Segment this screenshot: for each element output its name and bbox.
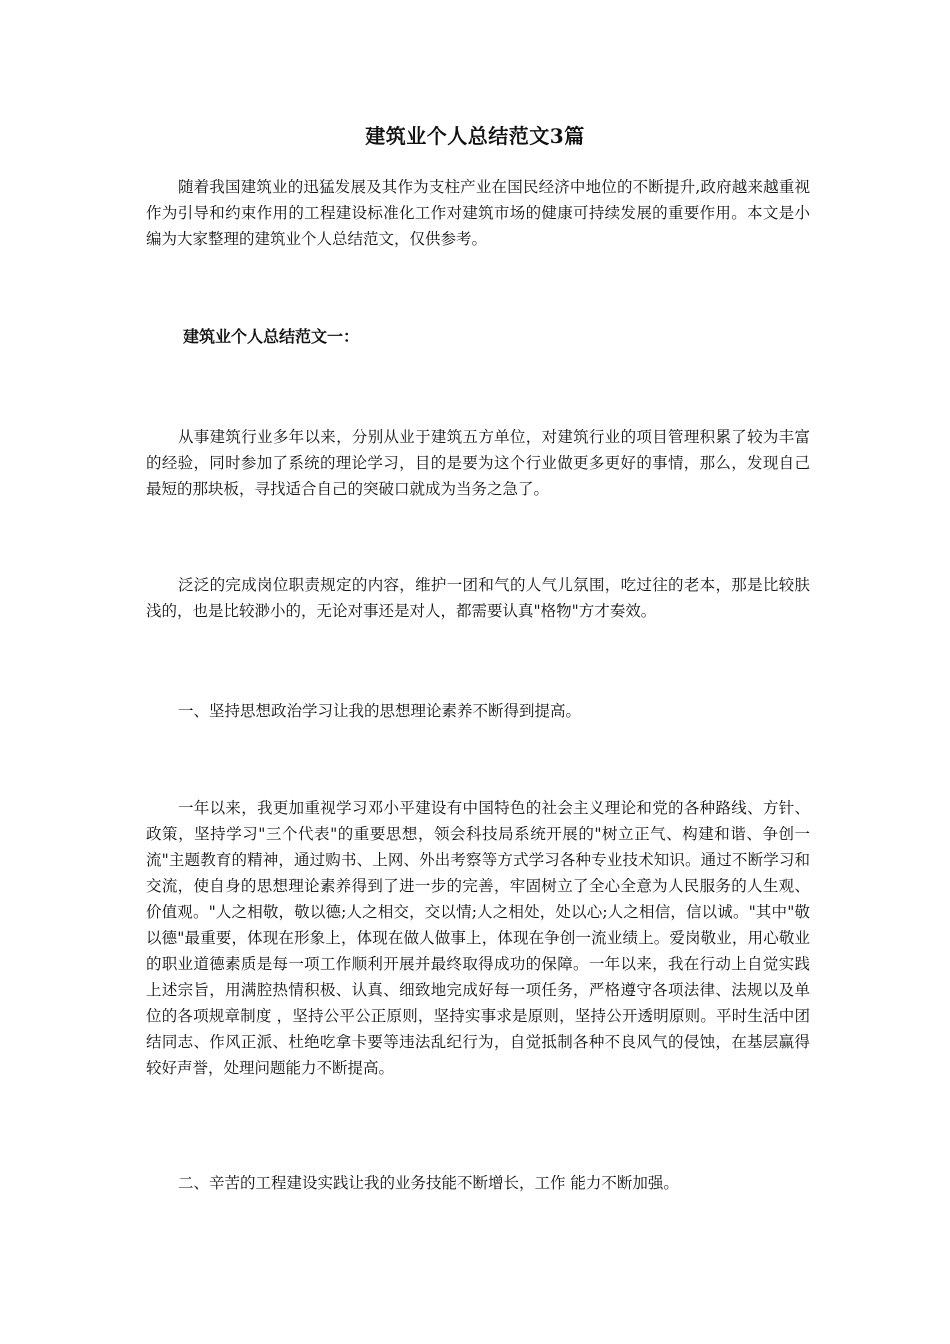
intro-paragraph: 随着我国建筑业的迅猛发展及其作为支柱产业在国民经济中地位的不断提升,政府越来越重视作为引导和约束作用的工程建设标准化工作对建筑市场的健康可持续发展的重要作用。本文是小编为大家整理的建筑业个人总结范文，仅供参考。 (146, 178, 810, 248)
paragraph-1: 从事建筑行业多年以来，分别从业于建筑五方单位，对建筑行业的项目管理积累了较为丰富的经验，同时参加了系统的理论学习，目的是要为这个行业做更多更好的事情，那么，发现自己最短的那块板，寻找适合自己的突破口就成为当务之急了。 (146, 428, 810, 498)
section-heading-1: 建筑业个人总结范文一： (183, 327, 360, 346)
paragraph-2: 泛泛的完成岗位职责规定的内容，维护一团和气的人气儿氛围，吃过往的老本，那是比较肤浅的，也是比较渺小的，无论对事还是对人，都需要认真"格物"方才奏效。 (146, 576, 810, 620)
point-heading-2: 二、辛苦的工程建设实践让我的业务技能不断增长，工作 能力不断加强。 (178, 1174, 679, 1192)
document-title: 建筑业个人总结范文3篇 (365, 124, 585, 148)
point-heading-1: 一、坚持思想政治学习让我的思想理论素养不断得到提高。 (178, 702, 582, 720)
paragraph-3: 一年以来，我更加重视学习邓小平建设有中国特色的社会主义理论和党的各种路线、方针、政策，坚持学习"三个代表"的重要思想，领会科技局系统开展的"树立正气、构建和谐、争创一流"主题教育的精神，通过购书、上网、外出考察等方式学习各种专业技术知识。通过不断学习和交流，使自身的思想理论素养得到了进一步的完善，牢固树立了全心全意为人民服务的人生观、价值观。"人之相敬，敬以德;人之相交，交以情;人之相处，处以心;人之相信，信以诚。"其中"敬以德"最重要，体现在形象上，体现在做人做事上，体现在争创一流业绩上。爱岗敬业，用心敬业的职业道德素质是每一项工作顺利开展并最终取得成功的保障。一年以来，我在行动上自觉实践上述宗旨，用满腔热情积极、认真、细致地完成好每一项任务，严格遵守各项法律、法规以及单位的各项规章制度 ，坚持公平公正原则，坚持实事求是原则，坚持公开透明原则。平时生活中团结同志、作风正派、杜绝吃拿卡要等违法乱纪行为，自觉抵制各种不良风气的侵蚀，在基层赢得较好声誉，处理问题能力不断提高。 (146, 799, 810, 1077)
